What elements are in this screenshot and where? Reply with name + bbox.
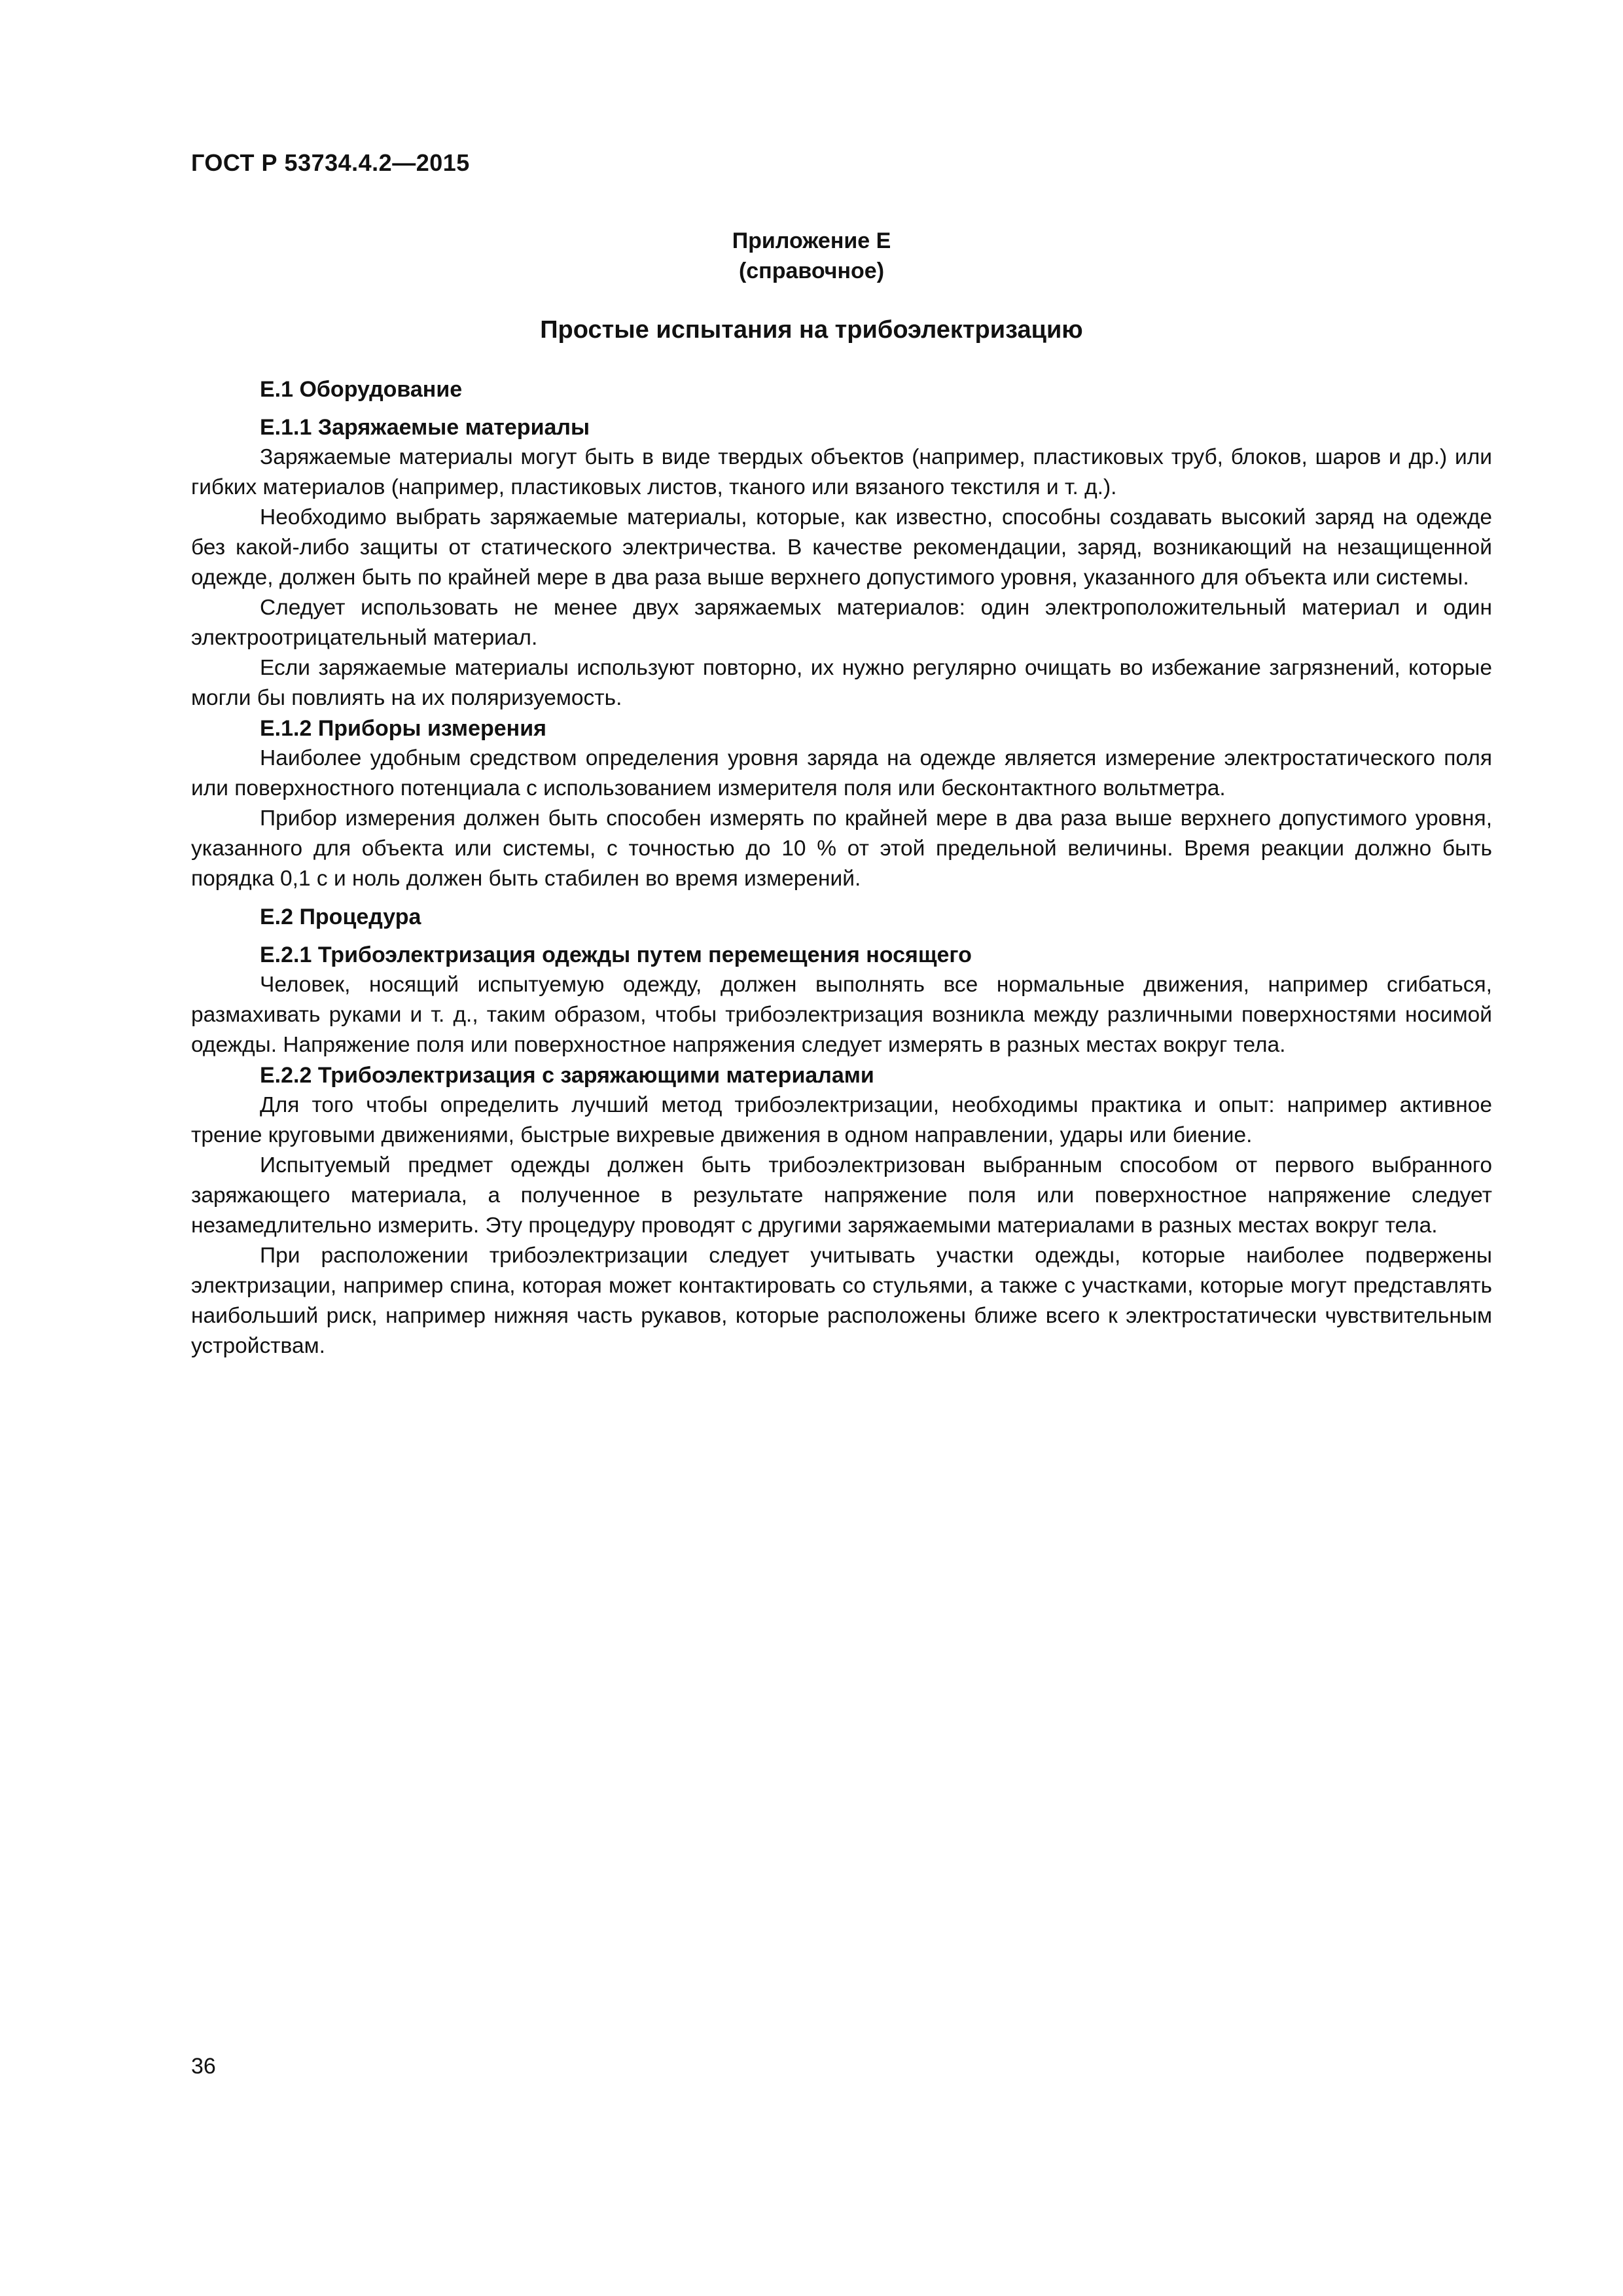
section-heading-e1-1: Е.1.1 Заряжаемые материалы <box>260 415 590 440</box>
paragraph: Испытуемый предмет одежды должен быть трибоэлектризован выбранным способом от первого выбранного заряжающего материала, а полученное в результате напряжение поля или поверхностное напряжение следует незамедлительно измерить. Эту процедуру проводят с другими заряжаемыми материалами в разных местах вокруг тела. <box>191 1153 1492 1238</box>
document-header: ГОСТ Р 53734.4.2—2015 <box>191 149 470 176</box>
paragraph: Человек, носящий испытуемую одежду, должен выполнять все нормальные движения, например сгибаться, размахивать руками и т. д., таким образом, чтобы трибоэлектризация возникла между различными поверхностями носимой одежды. Напряжение поля или поверхностное напряжения следует измерять в разных местах вокруг тела. <box>191 973 1492 1057</box>
section-heading-e2-2: Е.2.2 Трибоэлектризация с заряжающими материалами <box>260 1063 874 1088</box>
paragraph: При расположении трибоэлектризации следует учитывать участки одежды, которые наиболее подвержены электризации, например спина, которая может контактировать со стульями, а также с участками, которые могут представлять наибольший риск, например нижняя часть рукавов, которые расположены ближе всего к электростатически чувствительным устройствам. <box>191 1244 1492 1358</box>
paragraph: Для того чтобы определить лучший метод трибоэлектризации, необходимы практика и опыт: например активное трение круговыми движениями, быстрые вихревые движения в одном направлении, удары или биение. <box>191 1093 1492 1147</box>
paragraph: Заряжаемые материалы могут быть в виде твердых объектов (например, пластиковых труб, блоков, шаров и др.) или гибких материалов (например, пластиковых листов, тканого или вязаного текстиля и т. д.). <box>191 445 1492 499</box>
appendix-type: (справочное) <box>738 259 885 283</box>
section-heading-e2-1: Е.2.1 Трибоэлектризация одежды путем перемещения носящего <box>260 942 972 967</box>
paragraph: Следует использовать не менее двух заряжаемых материалов: один электроположительный материал и один электроотрицательный материал. <box>191 596 1492 650</box>
paragraph: Необходимо выбрать заряжаемые материалы, которые, как известно, способны создавать высокий заряд на одежде без какой-либо защиты от статического электричества. В качестве рекомендации, заряд, возникающий на незащищенной одежде, должен быть по крайней мере в два раза выше верхнего допустимого уровня, указанного для объекта или системы. <box>191 505 1492 590</box>
page-number: 36 <box>191 2054 216 2079</box>
section-heading-e1: Е.1 Оборудование <box>260 377 463 402</box>
paragraph: Прибор измерения должен быть способен измерять по крайней мере в два раза выше верхнего допустимого уровня, указанного для объекта или системы, с точностью до 10 % от этой предельной величины. Время реакции должно быть порядка 0,1 с и ноль должен быть стабилен во время измерений. <box>191 806 1492 891</box>
paragraph: Если заряжаемые материалы используют повторно, их нужно регулярно очищать во избежание загрязнений, которые могли бы повлиять на их поляризуемость. <box>191 656 1492 710</box>
document-body <box>191 374 1492 1361</box>
appendix-title: Простые испытания на трибоэлектризацию <box>540 316 1083 344</box>
section-heading-e2: Е.2 Процедура <box>260 905 421 929</box>
appendix-label: Приложение Е <box>732 228 891 253</box>
section-heading-e1-2: Е.1.2 Приборы измерения <box>260 716 546 741</box>
paragraph: Наиболее удобным средством определения уровня заряда на одежде является измерение электростатического поля или поверхностного потенциала с использованием измерителя поля или бесконтактного вольтметра. <box>191 746 1492 800</box>
